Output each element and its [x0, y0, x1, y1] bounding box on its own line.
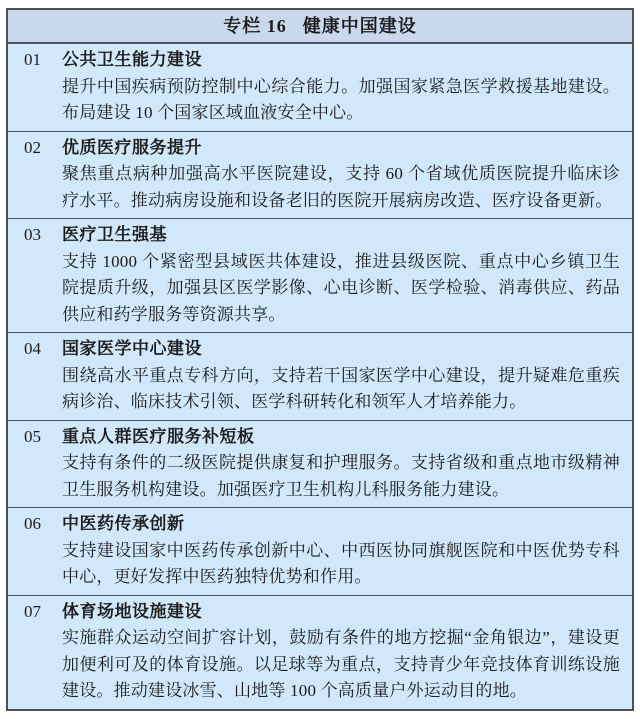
- item-number: 06: [24, 514, 41, 533]
- item-title: 国家医学中心建设: [62, 339, 202, 358]
- item-title: 中医药传承创新: [62, 514, 185, 533]
- item-06: [8, 507, 632, 595]
- item-title: 体育场地设施建设: [62, 601, 202, 621]
- item-number: 04: [24, 339, 41, 358]
- item-05: [8, 420, 632, 508]
- item-title: 医疗卫生强基: [62, 225, 167, 244]
- item-description: 实施群众运动空间扩容计划，鼓励有条件的地方挖掘“金角银边”，建设更加便利可及的体育设施。以足球等为重点，支持青少年竞技体育训练设施建设。推动建设冰雪、山地等 100 个高质量户外运动目的地。: [62, 628, 620, 700]
- item-description: 聚焦重点病种加强高水平医院建设，支持 60 个省域优质医院提升临床诊疗水平。推动病房设施和设备老旧的医院开展病房改造、医疗设备更新。: [62, 164, 620, 210]
- item-04: [8, 332, 632, 420]
- item-01: [8, 44, 632, 131]
- item-description: 支持有条件的二级医院提供康复和护理服务。支持省级和重点地市级精神卫生服务机构建设。加强医疗卫生机构儿科服务能力建设。: [62, 453, 620, 499]
- item-description: 提升中国疾病预防控制中心综合能力。加强国家紧急医学救援基地建设。布局建设 10 个国家区域血液安全中心。: [62, 76, 620, 122]
- policy-box-panel: [6, 8, 634, 711]
- item-number: 02: [24, 137, 41, 157]
- item-number: 07: [24, 601, 41, 621]
- item-03: [8, 218, 632, 332]
- item-07: [8, 595, 632, 709]
- item-description: 支持 1000 个紧密型县域医共体建设，推进县级医院、重点中心乡镇卫生院提质升级，加强县区医学影像、心电诊断、医学检验、消毒供应、药品供应和药学服务等资源共享。: [62, 251, 620, 324]
- item-number: 01: [24, 50, 41, 69]
- panel-header: [8, 10, 632, 44]
- item-title: 重点人群医疗服务补短板: [62, 426, 255, 446]
- items-list: [8, 44, 632, 709]
- panel-header-title: 健康中国建设: [302, 16, 417, 36]
- item-number: 05: [24, 426, 41, 446]
- item-number: 03: [24, 225, 41, 244]
- item-02: [8, 131, 632, 219]
- item-description: 支持建设国家中医药传承创新中心、中西医协同旗舰医院和中医优势专科中心，更好发挥中医药独特优势和作用。: [62, 540, 620, 586]
- item-title: 优质医疗服务提升: [62, 137, 202, 157]
- panel-header-label: 专栏 16: [223, 16, 287, 36]
- item-description: 围绕高水平重点专科方向，支持若干国家医学中心建设，提升疑难危重疾病诊治、临床技术引领、医学科研转化和领军人才培养能力。: [62, 365, 620, 411]
- item-title: 公共卫生能力建设: [62, 50, 202, 69]
